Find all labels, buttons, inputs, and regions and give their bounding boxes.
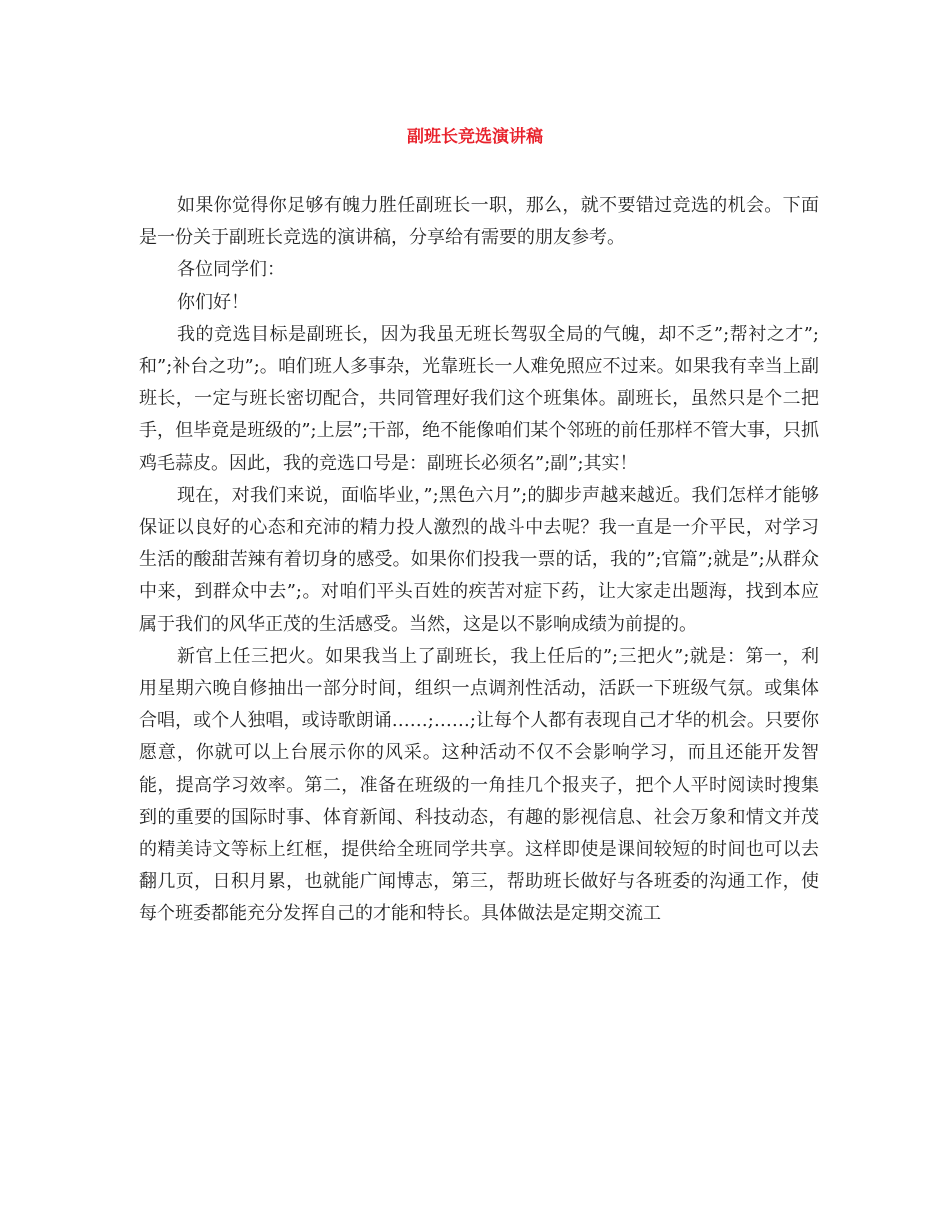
document-title: 副班长竞选演讲稿 [407,127,543,147]
paragraph-greeting: 你们好！ [177,291,249,313]
paragraph-goal: 我的竞选目标是副班长，因为我虽无班长驾驭全局的气魄，却不乏”;帮衬之才”;和”;补台之功”;。咱们班人多事杂，光靠班长一人难免照应不过来。如果我有幸当上副班长，一定与班长密切配合，共同管理好我们这个班集体。副班长，虽然只是个二把手，但毕竟是班级的”;上层”;干部，绝不能像咱们某个邻班的前任那样不管大事，只抓鸡毛蒜皮。因此，我的竞选口号是：副班长必须名”;副”;其实！ [139,323,819,474]
paragraph-current-situation: 现在，对我们来说，面临毕业，”;黑色六月”;的脚步声越来越近。我们怎样才能够保证以良好的心态和充沛的精力投人激烈的战斗中去呢？我一直是一介平民，对学习生活的酸甜苦辣有着切身的感受。如果你们投我一票的话，我的”;官篇”;就是”;从群众中来，到群众中去”;。对咱们平头百姓的疾苦对症下药，让大家走出题海，找到本应属于我们的风华正茂的生活感受。当然，这是以不影响成绩为前提的。 [139,484,819,635]
paragraph-salutation: 各位同学们： [177,259,285,281]
paragraph-three-fires: 新官上任三把火。如果我当上了副班长，我上任后的”;三把火”;就是：第一，利用星期六晚自修抽出一部分时间，组织一点调剂性活动，活跃一下班级气氛。或集体合唱，或个人独唱，或诗歌朗诵……;……;让每个人都有表现自己才华的机会。只要你愿意，你就可以上台展示你的风采。这种活动不仅不会影响学习，而且还能开发智能，提高学习效率。第二，准备在班级的一角挂几个报夹子，把个人平时阅读时搜集到的重要的国际时事、体育新闻、科技动态，有趣的影视信息、社会万象和情文并茂的精美诗文等标上红框，提供给全班同学共享。这样即使是课间较短的时间也可以去翻几页，日积月累，也就能广闻博志，第三，帮助班长做好与各班委的沟通工作，使每个班委都能充分发挥自己的才能和特长。具体做法是定期交流工 [139,645,819,925]
paragraph-intro: 如果你觉得你足够有魄力胜任副班长一职，那么，就不要错过竞选的机会。下面是一份关于副班长竞选的演讲稿，分享给有需要的朋友参考。 [139,195,819,249]
document-body [139,190,819,931]
